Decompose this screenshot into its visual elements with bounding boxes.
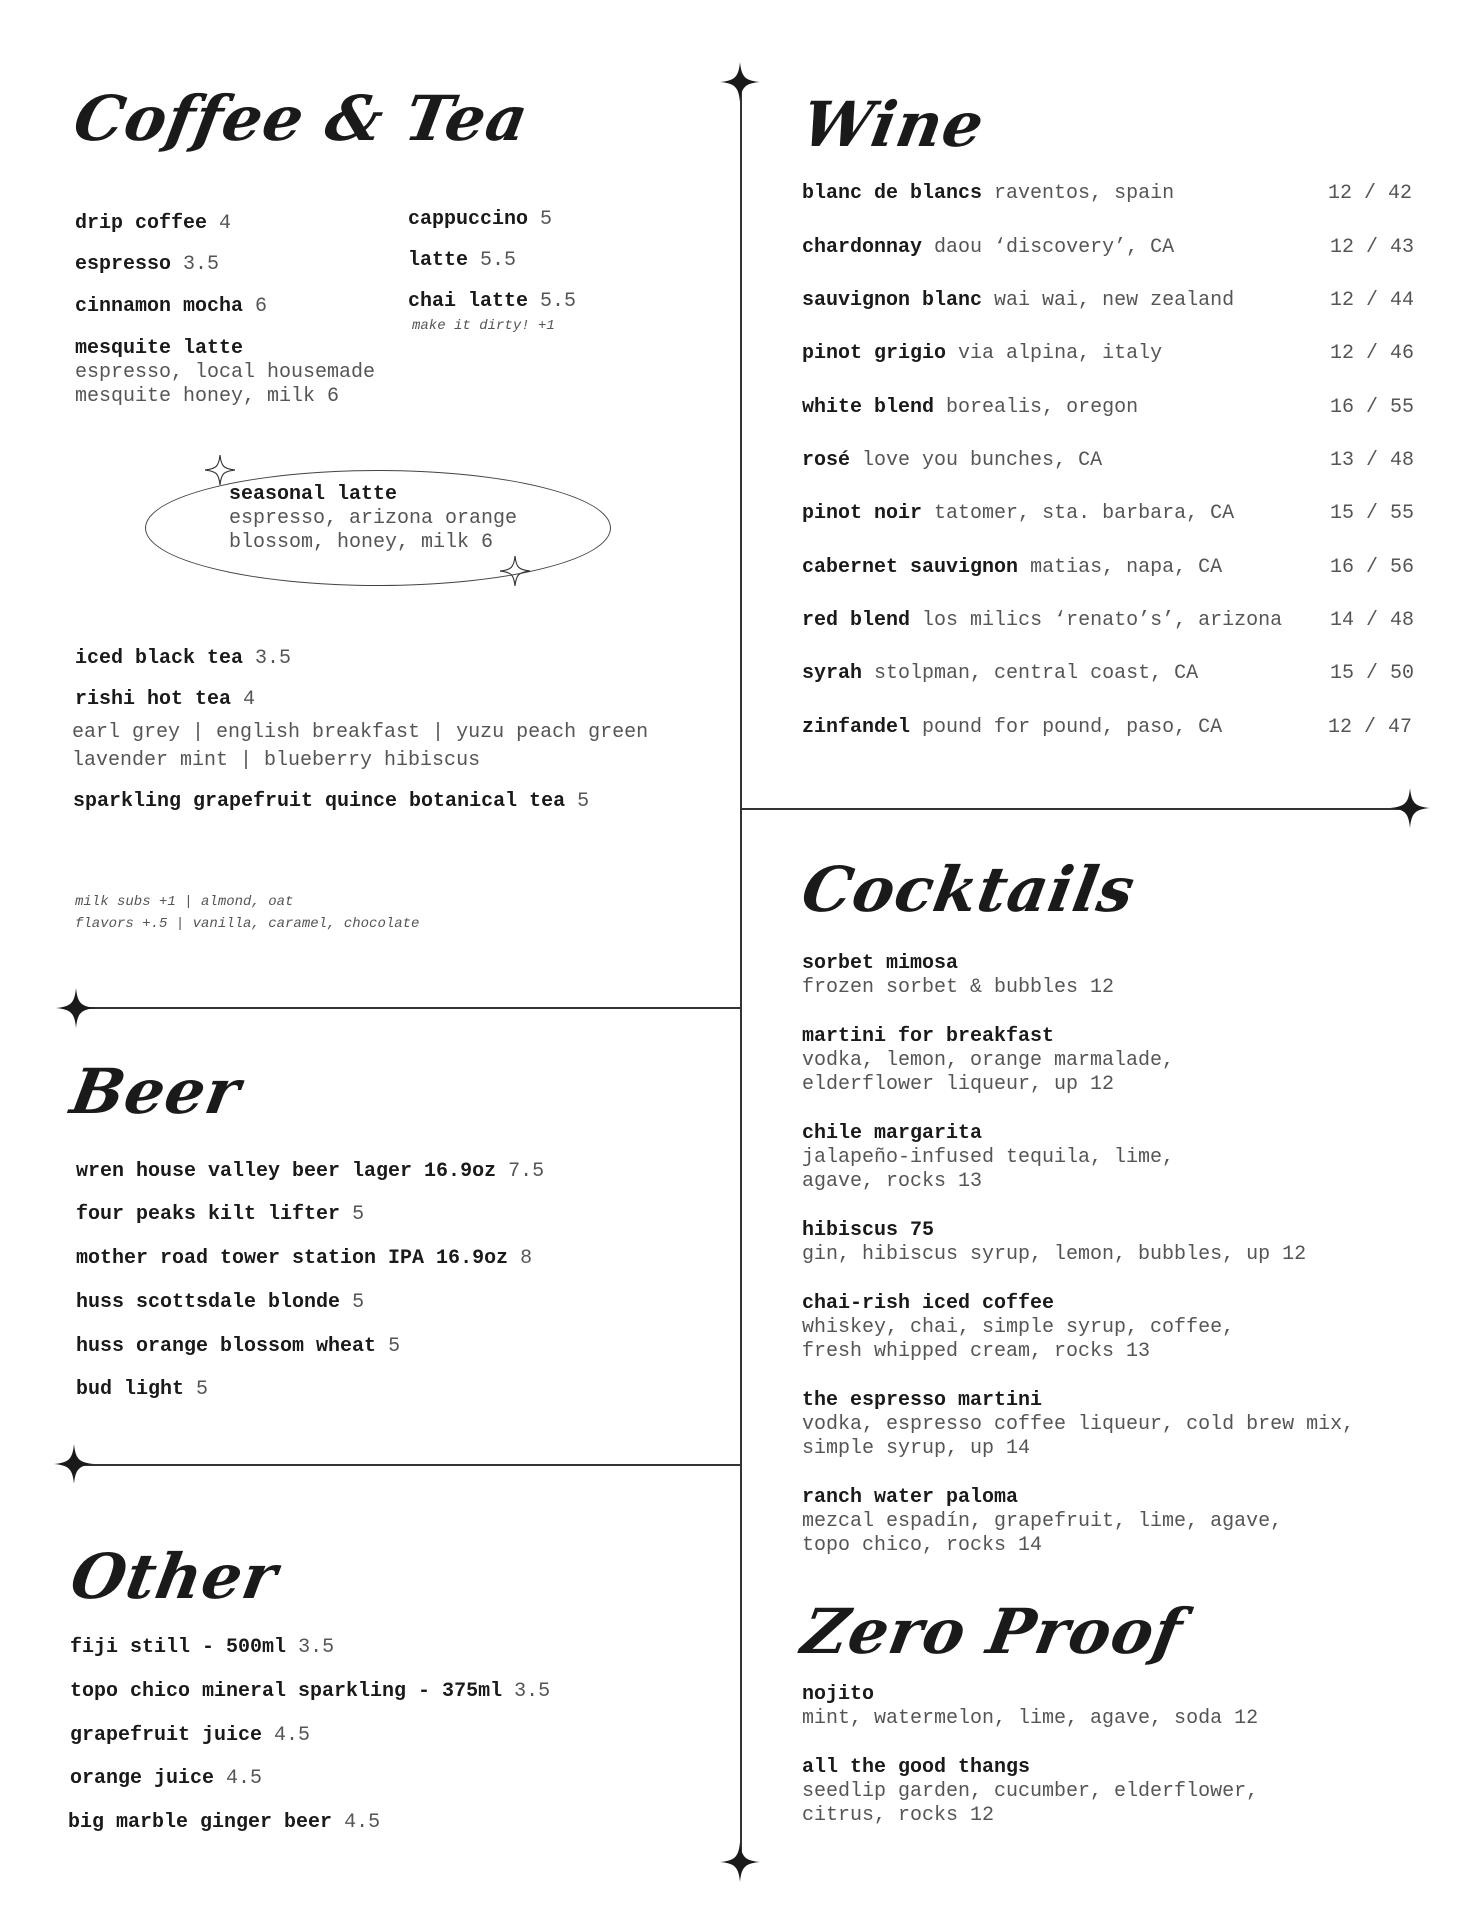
cocktail-desc: mezcal espadín, grapefruit, lime, agave, [802,1510,1283,1533]
cocktail-desc: gin, hibiscus syrup, lemon, bubbles, up 12 [802,1243,1307,1266]
wine-item: pinot grigio via alpina, italy [802,342,1163,365]
milk-note: milk subs +1 | almond, oat [75,894,294,910]
wine-item: sauvignon blanc wai wai, new zealand [802,289,1235,312]
menu-item: fiji still - 500ml 3.5 [70,1636,335,1659]
cocktail-name: sorbet mimosa [802,952,959,975]
menu-item: latte 5.5 [408,249,517,272]
wine-item: chardonnay daou ‘discovery’, CA [802,236,1175,259]
menu-item-desc: espresso, local housemade [75,361,376,384]
zero-proof-name: nojito [802,1683,875,1706]
zero-proof-desc: mint, watermelon, lime, agave, soda 12 [802,1707,1259,1730]
menu-item: grapefruit juice 4.5 [70,1724,311,1747]
wine-price: 16 / 55 [1330,396,1415,419]
wine-item: white blend borealis, oregon [802,396,1139,419]
menu-item: huss scottsdale blonde 5 [76,1291,365,1314]
cocktail-desc: elderflower liqueur, up 12 [802,1073,1115,1096]
tea-flavors: lavender mint | blueberry hibiscus [72,749,481,772]
seasonal-latte-name: seasonal latte [229,483,398,506]
menu-item: chai latte 5.5 [408,290,577,313]
menu-item-desc: mesquite honey, milk 6 [75,385,340,408]
sparkle-star-icon [56,988,96,1028]
menu-item: huss orange blossom wheat 5 [76,1335,401,1358]
wine-price: 12 / 43 [1330,236,1415,259]
zero-proof-desc: citrus, rocks 12 [802,1804,995,1827]
wine-price: 12 / 44 [1330,289,1415,312]
menu-item: bud light 5 [76,1378,209,1401]
wine-price: 15 / 50 [1330,662,1415,685]
cocktail-desc: vodka, lemon, orange marmalade, [802,1049,1175,1072]
menu-item: cinnamon mocha 6 [75,295,268,318]
menu-item: orange juice 4.5 [70,1767,263,1790]
cocktail-desc: vodka, espresso coffee liqueur, cold brew mix, [802,1413,1355,1436]
wine-cocktails-divider [740,808,1410,810]
menu-item: four peaks kilt lifter 5 [76,1203,365,1226]
cocktail-desc: simple syrup, up 14 [802,1437,1031,1460]
cocktail-desc: whiskey, chai, simple syrup, coffee, [802,1316,1235,1339]
cocktails-section-title: Cocktails [796,853,1141,926]
chai-note: make it dirty! +1 [412,318,555,334]
menu-item: drip coffee 4 [75,212,232,235]
wine-price: 12 / 42 [1328,182,1413,205]
cocktail-name: chile margarita [802,1122,983,1145]
cocktail-name: chai-rish iced coffee [802,1292,1055,1315]
cocktail-name: the espresso martini [802,1389,1043,1412]
zero-proof-name: all the good thangs [802,1756,1031,1779]
menu-item: mother road tower station IPA 16.9oz 8 [76,1247,533,1270]
wine-price: 12 / 47 [1328,716,1413,739]
menu-item: big marble ginger beer 4.5 [68,1811,381,1834]
wine-price: 13 / 48 [1330,449,1415,472]
beer-section-title: Beer [65,1055,247,1128]
cocktail-desc: jalapeño-infused tequila, lime, [802,1146,1175,1169]
cocktail-desc: agave, rocks 13 [802,1170,983,1193]
wine-price: 14 / 48 [1330,609,1415,632]
sparkle-star-icon [720,62,760,102]
zero-proof-desc: seedlip garden, cucumber, elderflower, [802,1780,1259,1803]
beer-other-divider [76,1464,740,1466]
center-divider [740,90,742,1860]
other-section-title: Other [65,1540,284,1613]
wine-item: cabernet sauvignon matias, napa, CA [802,556,1223,579]
tea-flavors: earl grey | english breakfast | yuzu peach green [72,721,649,744]
wine-item: rosé love you bunches, CA [802,449,1103,472]
wine-price: 15 / 55 [1330,502,1415,525]
cocktail-name: martini for breakfast [802,1025,1055,1048]
menu-item: iced black tea 3.5 [75,647,292,670]
cocktail-desc: frozen sorbet & bubbles 12 [802,976,1115,999]
coffee-beer-divider [78,1007,740,1009]
wine-price: 12 / 46 [1330,342,1415,365]
cocktail-desc: topo chico, rocks 14 [802,1534,1043,1557]
menu-item: topo chico mineral sparkling - 375ml 3.5 [70,1680,551,1703]
wine-item: syrah stolpman, central coast, CA [802,662,1199,685]
menu-item: wren house valley beer lager 16.9oz 7.5 [76,1160,545,1183]
cocktail-name: hibiscus 75 [802,1219,935,1242]
menu-item: sparkling grapefruit quince botanical tea 5 [73,790,590,813]
flavors-note: flavors +.5 | vanilla, caramel, chocolate [75,916,420,932]
wine-item: zinfandel pound for pound, paso, CA [802,716,1223,739]
wine-price: 16 / 56 [1330,556,1415,579]
seasonal-latte-desc: blossom, honey, milk 6 [229,531,494,554]
menu-item: rishi hot tea 4 [75,688,256,711]
wine-item: pinot noir tatomer, sta. barbara, CA [802,502,1235,525]
sparkle-star-icon [500,556,530,586]
wine-item: blanc de blancs raventos, spain [802,182,1175,205]
wine-item: red blend los milics ‘renato’s’, arizona [802,609,1283,632]
sparkle-star-icon [720,1842,760,1882]
wine-section-title: Wine [796,88,991,161]
coffee-section-title: Coffee & Tea [68,82,535,155]
sparkle-star-icon [1390,788,1430,828]
menu-item: espresso 3.5 [75,253,220,276]
cocktail-desc: fresh whipped cream, rocks 13 [802,1340,1151,1363]
cocktail-name: ranch water paloma [802,1486,1019,1509]
sparkle-star-icon [54,1444,94,1484]
zero-proof-section-title: Zero Proof [796,1595,1189,1668]
menu-item: cappuccino 5 [408,208,553,231]
seasonal-latte-desc: espresso, arizona orange [229,507,518,530]
menu-item-name: mesquite latte [75,337,244,360]
sparkle-star-icon [205,455,235,485]
